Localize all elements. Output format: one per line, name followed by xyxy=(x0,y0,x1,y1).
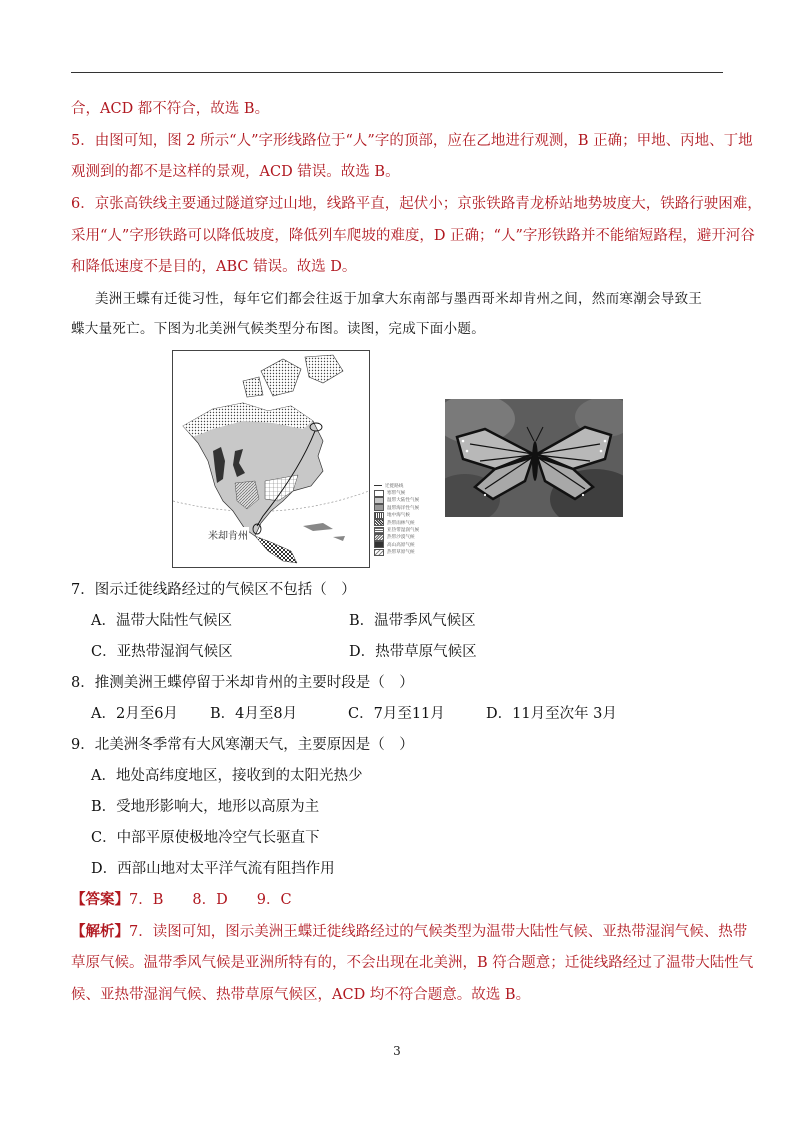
legend-item: 地中海气候 xyxy=(374,512,444,519)
question-7-stem: 7．图示迁徙线路经过的气候区不包括（ ） xyxy=(71,582,356,598)
option-8d: D．11月至次年 3月 xyxy=(486,706,617,722)
legend-item: 迁徙路线 xyxy=(374,482,444,489)
map-legend xyxy=(374,482,444,564)
legend-item: 热带沙漠气候 xyxy=(374,534,444,541)
analysis-tag: 【解析】 xyxy=(71,923,129,940)
answer-line xyxy=(71,890,292,910)
butterfly-graphic xyxy=(445,399,623,517)
passage-line: 蝶大量死亡。下图为北美洲气候类型分布图。读图，完成下面小题。 xyxy=(71,321,485,337)
legend-item: 温带海洋性气候 xyxy=(374,504,444,511)
legend-item: 热带草原气候 xyxy=(374,549,444,556)
legend-item: 亚热带湿润气候 xyxy=(374,526,444,533)
analysis-line xyxy=(71,922,747,942)
answer-tag: 【答案】 xyxy=(71,891,129,908)
legend-item: 热带雨林气候 xyxy=(374,519,444,526)
option-7b: B．温带季风气候区 xyxy=(349,613,476,629)
legend-item: 温带大陆性气候 xyxy=(374,497,444,504)
option-9b: B．受地形影响大，地形以高原为主 xyxy=(91,799,320,815)
map-label: 米却肯州 xyxy=(207,527,249,542)
header-rule xyxy=(71,72,723,73)
option-9c: C．中部平原使极地冷空气长驱直下 xyxy=(91,830,320,846)
answer-text: 7．B 8．D 9．C xyxy=(129,892,292,908)
text-line: 采用“人”字形铁路可以降低坡度，降低列车爬坡的难度，D 正确；“人”字形铁路并不能缩短路程，避开河谷 xyxy=(71,228,755,244)
option-7c: C．亚热带湿润气候区 xyxy=(91,644,233,660)
option-9d: D．西部山地对太平洋气流有阻挡作用 xyxy=(91,861,335,877)
question-9-stem: 9．北美洲冬季常有大风寒潮天气，主要原因是（ ） xyxy=(71,737,414,753)
text-line: 合，ACD 都不符合，故选 B。 xyxy=(71,101,270,117)
question-8-stem: 8．推测美洲王蝶停留于米却肯州的主要时段是（ ） xyxy=(71,675,414,691)
text-line: 和降低速度不是目的，ABC 错误。故选 D。 xyxy=(71,259,357,275)
option-7a: A．温带大陆性气候区 xyxy=(91,613,232,629)
analysis-line: 候、亚热带湿润气候、热带草原气候区，ACD 均不符合题意。故选 B。 xyxy=(71,987,531,1003)
page-number: 3 xyxy=(393,1044,401,1058)
legend-item: 高山高原气候 xyxy=(374,541,444,548)
analysis-line: 草原气候。温带季风气候是亚洲所特有的，不会出现在北美洲，B 符合题意；迁徙线路经过了温带大陆性气 xyxy=(71,955,754,971)
option-9a: A．地处高纬度地区，接收到的太阳光热少 xyxy=(91,768,363,784)
north-america-climate-map xyxy=(172,350,370,568)
legend-item: 寒带气候 xyxy=(374,489,444,496)
text-line: 6．京张高铁线主要通过隧道穿过山地，线路平直，起伏小；京张铁路青龙桥站地势坡度大，铁路行驶困难， xyxy=(71,196,762,212)
map-graphic xyxy=(173,351,369,567)
monarch-butterfly-photo xyxy=(445,399,623,517)
option-8b: B．4月至8月 xyxy=(210,706,298,722)
text-line: 观测到的都不是这样的景观，ACD 错误。故选 B。 xyxy=(71,164,400,180)
analysis-text: 7．读图可知，图示美洲王蝶迁徙线路经过的气候类型为温带大陆性气候、亚热带湿润气候、热带 xyxy=(129,924,748,940)
passage-line: 美洲王蝶有迁徙习性，每年它们都会往返于加拿大东南部与墨西哥米却肯州之间，然而寒潮会导致王 xyxy=(95,291,703,307)
option-7d: D．热带草原气候区 xyxy=(349,644,477,660)
option-8c: C．7月至11月 xyxy=(348,706,445,722)
text-line: 5．由图可知，图 2 所示“人”字形线路位于“人”字的顶部，应在乙地进行观测，B 正确；甲地、丙地、丁地 xyxy=(71,133,753,149)
option-8a: A．2月至6月 xyxy=(91,706,178,722)
